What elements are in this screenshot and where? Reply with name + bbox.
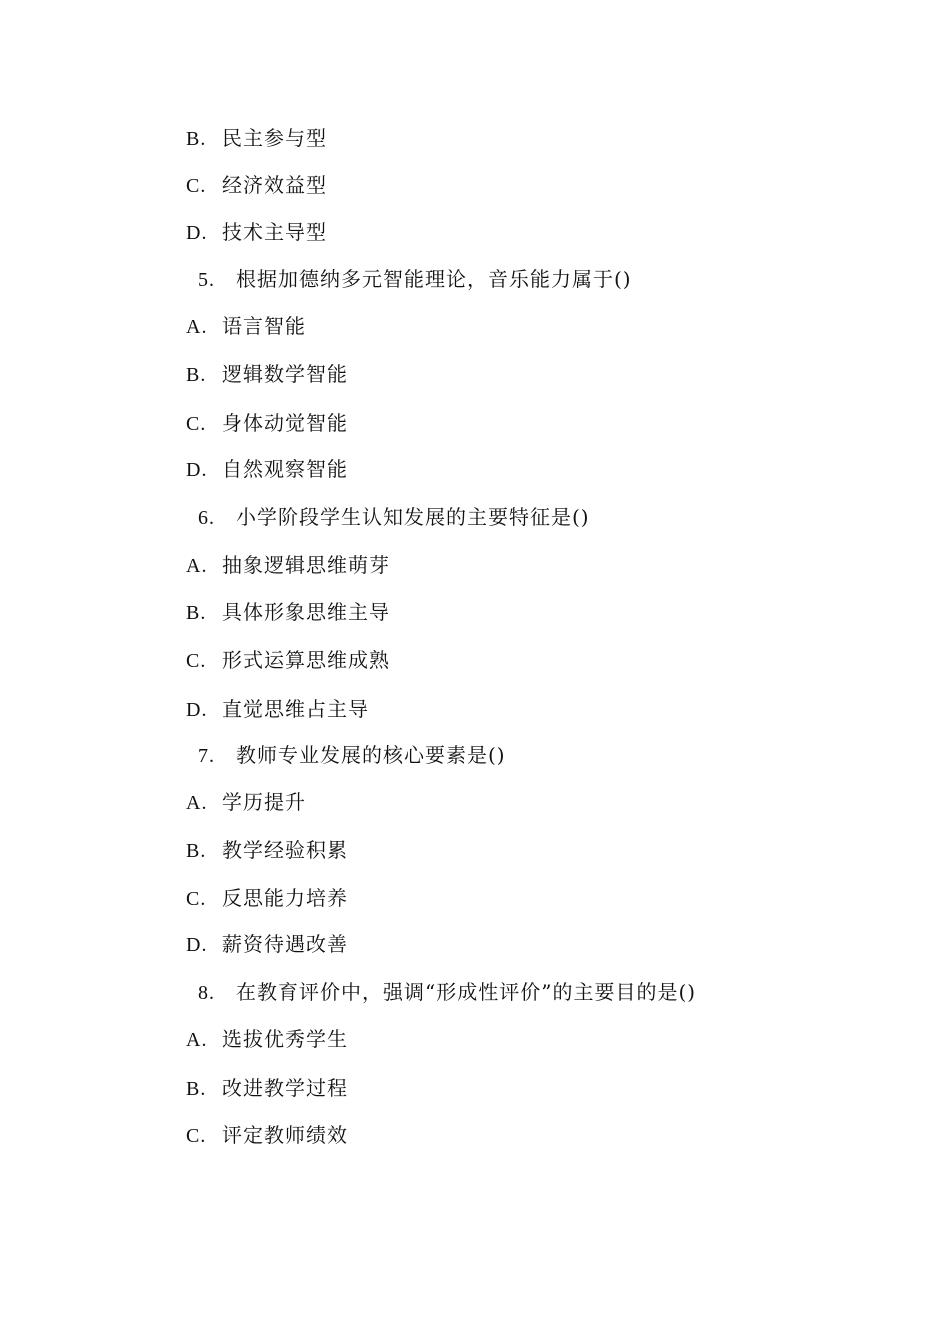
option-7c bbox=[186, 886, 348, 911]
option-text: 自然观察智能 bbox=[222, 457, 348, 481]
option-7b bbox=[186, 838, 348, 863]
option-text: 身体动觉智能 bbox=[222, 411, 348, 435]
option-4c bbox=[186, 173, 327, 198]
option-letter: D. bbox=[186, 459, 208, 481]
option-text: 抽象逻辑思维萌芽 bbox=[222, 553, 390, 577]
option-8c bbox=[186, 1123, 348, 1148]
option-4d bbox=[186, 220, 327, 245]
option-5c bbox=[186, 411, 348, 436]
option-6c bbox=[186, 648, 390, 673]
option-text: 技术主导型 bbox=[222, 220, 327, 244]
option-letter: D. bbox=[186, 699, 208, 721]
option-letter: B. bbox=[186, 1078, 207, 1100]
question-8 bbox=[198, 980, 696, 1005]
option-text: 选拔优秀学生 bbox=[222, 1027, 348, 1051]
option-letter: B. bbox=[186, 364, 207, 386]
question-number: 6. bbox=[198, 507, 215, 529]
option-text: 评定教师绩效 bbox=[222, 1123, 348, 1147]
option-8b bbox=[186, 1076, 348, 1101]
option-5a bbox=[186, 314, 306, 339]
option-letter: B. bbox=[186, 128, 207, 150]
question-5 bbox=[198, 267, 632, 292]
option-text: 形式运算思维成熟 bbox=[222, 648, 390, 672]
question-text: 小学阶段学生认知发展的主要特征是() bbox=[236, 505, 590, 529]
option-letter: C. bbox=[186, 413, 207, 435]
question-text: 根据加德纳多元智能理论，音乐能力属于() bbox=[236, 267, 632, 291]
option-letter: C. bbox=[186, 888, 207, 910]
option-letter: D. bbox=[186, 222, 208, 244]
question-text: 教师专业发展的核心要素是() bbox=[236, 743, 506, 767]
option-letter: A. bbox=[186, 792, 208, 814]
option-text: 语言智能 bbox=[222, 314, 306, 338]
option-text: 薪资待遇改善 bbox=[222, 932, 348, 956]
question-text: 在教育评价中，强调“形成性评价”的主要目的是() bbox=[236, 980, 697, 1004]
option-text: 经济效益型 bbox=[222, 173, 327, 197]
option-letter: B. bbox=[186, 840, 207, 862]
option-6a bbox=[186, 553, 390, 578]
option-letter: B. bbox=[186, 602, 207, 624]
question-7 bbox=[198, 743, 506, 768]
option-letter: C. bbox=[186, 175, 207, 197]
option-letter: A. bbox=[186, 555, 208, 577]
question-number: 8. bbox=[198, 982, 215, 1004]
option-letter: C. bbox=[186, 650, 207, 672]
option-text: 反思能力培养 bbox=[222, 886, 348, 910]
option-5d bbox=[186, 457, 348, 482]
option-letter: A. bbox=[186, 316, 208, 338]
question-number: 5. bbox=[198, 269, 215, 291]
option-6d bbox=[186, 697, 369, 722]
option-text: 具体形象思维主导 bbox=[222, 600, 390, 624]
option-7d bbox=[186, 932, 348, 957]
option-letter: A. bbox=[186, 1029, 208, 1051]
option-6b bbox=[186, 600, 390, 625]
option-text: 民主参与型 bbox=[222, 126, 327, 150]
option-text: 改进教学过程 bbox=[222, 1076, 348, 1100]
option-4b bbox=[186, 126, 327, 151]
option-letter: D. bbox=[186, 934, 208, 956]
question-number: 7. bbox=[198, 745, 215, 767]
option-text: 逻辑数学智能 bbox=[222, 362, 348, 386]
option-letter: C. bbox=[186, 1125, 207, 1147]
option-text: 直觉思维占主导 bbox=[222, 697, 369, 721]
question-6 bbox=[198, 505, 590, 530]
option-text: 教学经验积累 bbox=[222, 838, 348, 862]
option-8a bbox=[186, 1027, 348, 1052]
option-text: 学历提升 bbox=[222, 790, 306, 814]
option-7a bbox=[186, 790, 306, 815]
option-5b bbox=[186, 362, 348, 387]
